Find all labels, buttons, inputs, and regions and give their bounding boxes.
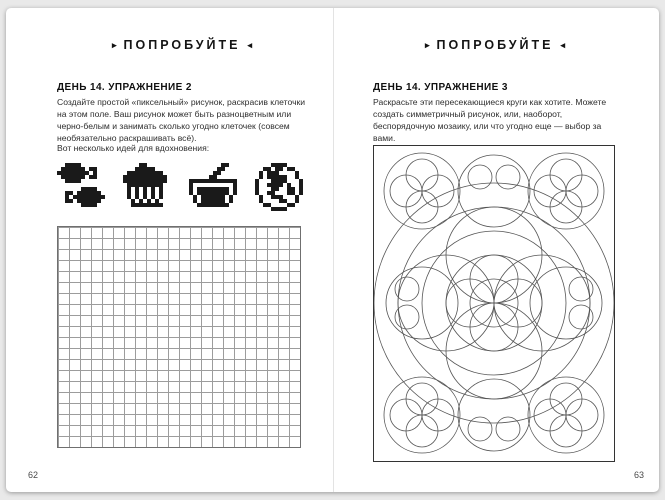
pixel-icon-row	[57, 161, 303, 213]
header-left-triangle-icon: ◂	[560, 39, 566, 50]
intersecting-circles-field	[373, 145, 615, 462]
ideas-label: Вот несколько идей для вдохновения:	[57, 143, 210, 153]
right-exercise-title: ДЕНЬ 14. УПРАЖНЕНИЕ 3	[373, 82, 508, 93]
page-number-left: 62	[28, 470, 39, 480]
page-number-right: 63	[633, 470, 644, 480]
cupcake-pixel-icon	[123, 163, 171, 211]
header-left-triangle-icon: ◂	[247, 39, 253, 50]
right-page	[333, 8, 659, 492]
header-right-triangle-icon: ▸	[424, 39, 430, 50]
pixel-grid	[57, 226, 301, 448]
left-page	[6, 8, 332, 492]
left-exercise-description: Создайте простой «пиксельный» рисунок, раскрасив клеточки на этом поле. Ваш рисунок может быть разноцветным или черно-белым и занимать сколько угодно клеточек (совсем необязательно раскрашивать всё).	[57, 97, 306, 143]
globe-pixel-icon	[255, 163, 303, 211]
left-page-header	[57, 38, 307, 52]
right-exercise-description: Раскрасьте эти пересекающиеся круги как хотите. Можете создать симметричный рисунок, или, наоборот, беспорядочную мозаику, или что угодно еще — выбор за вами.	[373, 97, 607, 143]
fish-pixel-icon	[57, 163, 105, 211]
left-header-title: ПОПРОБУЙТЕ	[123, 38, 241, 52]
header-right-triangle-icon: ▸	[111, 39, 117, 50]
paint-bucket-pixel-icon	[189, 163, 237, 211]
page-gutter-divider	[333, 8, 334, 492]
left-exercise-title: ДЕНЬ 14. УПРАЖНЕНИЕ 2	[57, 82, 192, 93]
circles-frame	[373, 145, 615, 462]
right-header-title: ПОПРОБУЙТЕ	[436, 38, 554, 52]
book-spread	[6, 8, 659, 492]
right-page-header	[373, 38, 617, 52]
